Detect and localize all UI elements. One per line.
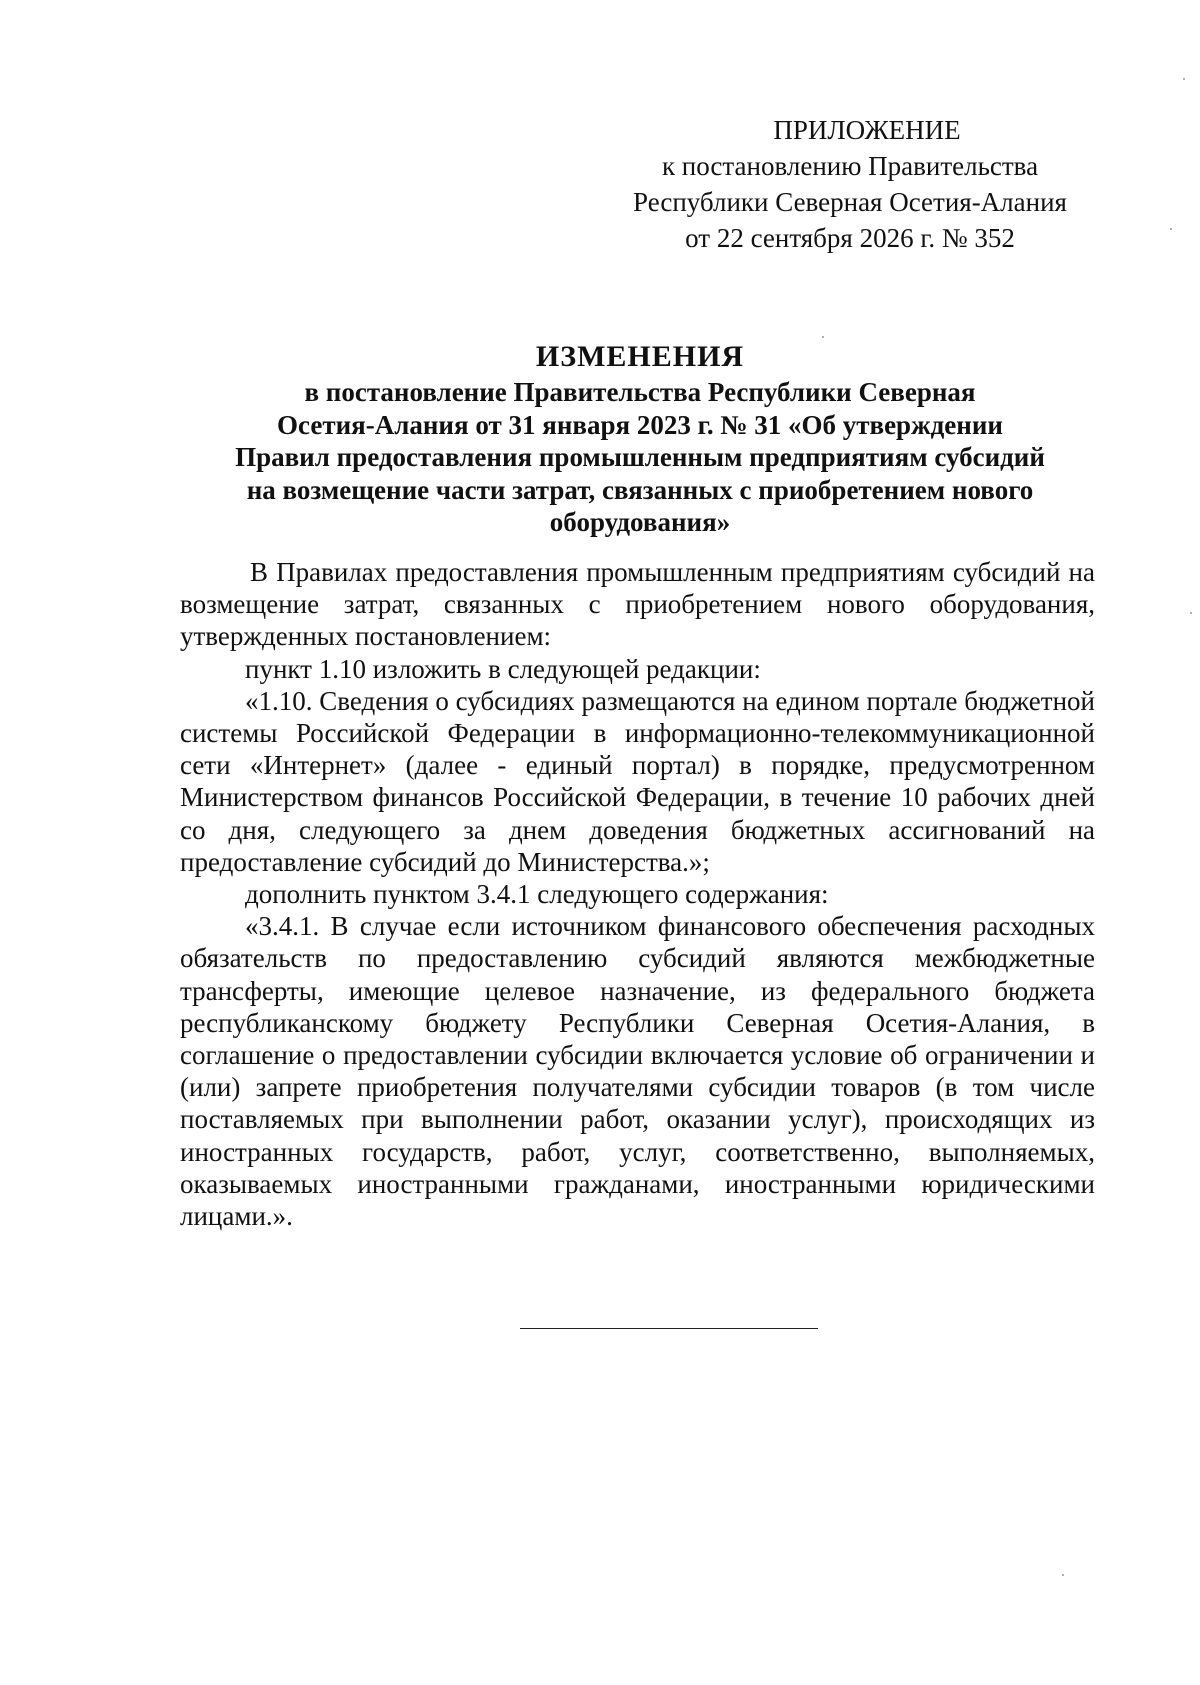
intro-paragraph: В Правилах предоставления промышленным предприятиям субсидий на возмещение затрат, связанных с приобретением нового оборудования, утвержденных постановлением: — [180, 557, 1095, 652]
appendix-header — [600, 112, 1100, 256]
scan-speck — [1170, 228, 1172, 230]
title-line: в постановление Правительства Республики Северная — [304, 377, 976, 407]
appendix-line-resolution: к постановлению Правительства — [661, 151, 1039, 181]
title-main: ИЗМЕНЕНИЯ — [535, 340, 745, 373]
item2-instruction: дополнить пунктом 3.4.1 следующего содержания: — [245, 879, 829, 910]
item1-instruction: пункт 1.10 изложить в следующей редакции: — [245, 653, 761, 684]
item2-text: «3.4.1. В случае если источником финансового обеспечения расходных обязательств по предоставлению субсидий являются межбюджетные трансферты, имеющие целевое назначение, из федерального бюджета республиканскому бюджету Республики Северная Осетия-Алания, в соглашение о предоставлении субсидии включается условие об ограничении и (или) запрете приобретения получателями субсидии товаров (в том числе поставляемых при выполнении работ, оказании услуг), происходящих из иностранных государств, работ, услуг, соответственно, выполняемых, оказываемых иностранными гражданами, иностранными юридическими лицами.». — [180, 911, 1095, 1232]
appendix-heading: ПРИЛОЖЕНИЕ — [773, 115, 961, 145]
appendix-line-republic: Республики Северная Осетия-Алания — [633, 187, 1067, 217]
document-title — [180, 338, 1100, 539]
scan-speck — [822, 336, 824, 338]
scan-speck — [1062, 1574, 1064, 1576]
title-line: Правил предоставления промышленным предприятиям субсидий — [235, 442, 1045, 472]
scan-speck — [1190, 612, 1192, 614]
item1-text: «1.10. Сведения о субсидиях размещаются на едином портале бюджетной системы Российской Федерации в информационно-телекоммуникационной сети «Интернет» (далее - единый портал) в порядке, предусмотренном Министерством финансов Российской Федерации, в течение 10 рабочих дней со дня, следующего за днем доведения бюджетных ассигнований на предоставление субсидий до Министерства.»; — [180, 685, 1095, 877]
scan-speck — [1183, 78, 1185, 80]
title-line: Осетия-Алания от 31 января 2023 г. № 31 «Об утверждении — [277, 409, 1003, 440]
title-line: на возмещение части затрат, связанных с приобретением нового — [246, 474, 1034, 505]
document-body — [180, 556, 1095, 1232]
closing-separator-line — [520, 1328, 818, 1329]
appendix-line-date-number: от 22 сентября 2026 г. № 352 — [685, 223, 1015, 253]
title-line: оборудования» — [549, 507, 731, 537]
